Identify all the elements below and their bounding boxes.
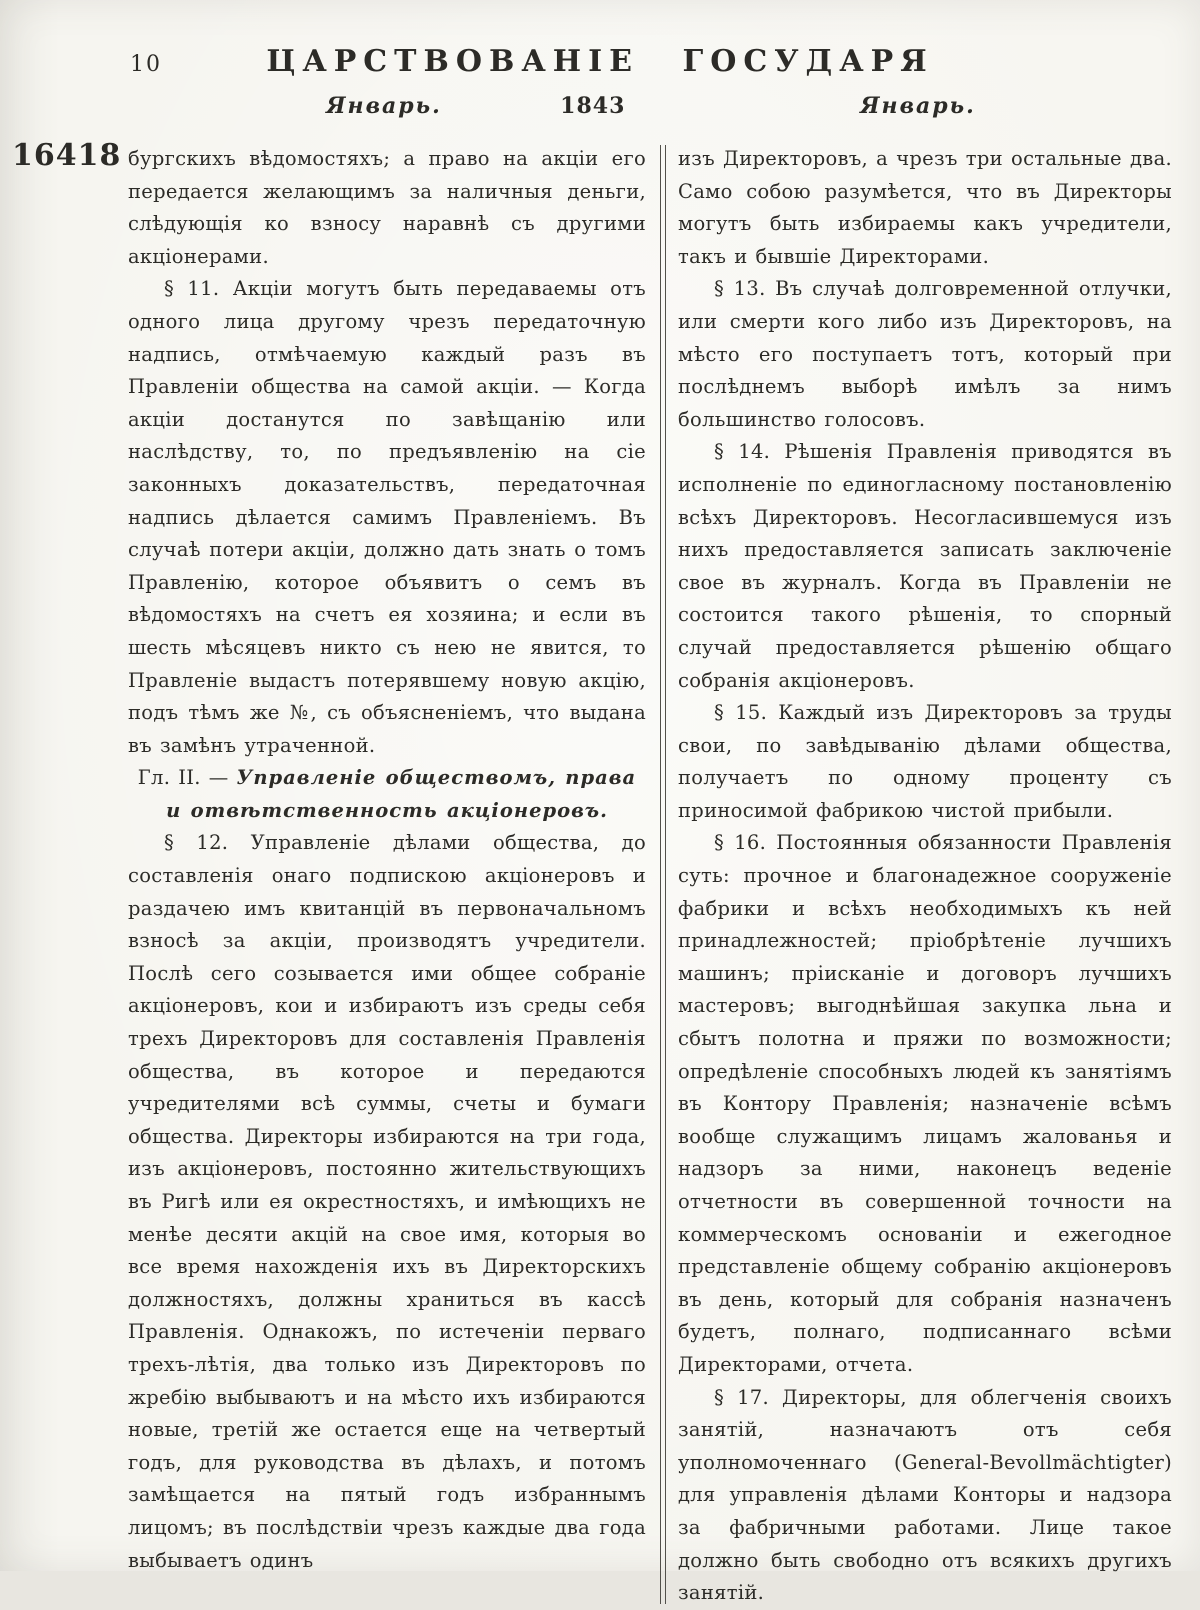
section-paragraph: § 11. Акціи могутъ быть передаваемы отъ одного лица другому чрезъ передаточную надпись, отмѣчаемую каждый разъ въ Правленіи общества на самой акціи. — Когда акціи достанутся по завѣщанію или наслѣдству, то, по предъявленію на сіе законныхъ доказательствъ, передаточная надпись дѣлается самимъ Правленіемъ. Въ случаѣ потери акціи, должно дать знать о томъ Правленію, которое объявитъ о семъ въ вѣдомостяхъ на счетъ ея хозяина; и если въ шесть мѣсяцевъ никто съ нею не явится, то Правленіе выдастъ потерявшему новую акцію, подъ тѣмъ же №, съ объясненіемъ, что выдана въ замѣнъ утраченной. — [128, 277, 646, 757]
section-paragraph: § 16. Постоянныя обязанности Правленія суть: прочное и благонадежное сооруженіе фабрики и всѣхъ необходимыхъ къ ней принадлежностей; пріобрѣтеніе лучшихъ машинъ; пріисканіе и договоръ лучшихъ мастеровъ; выгоднѣйшая закупка льна и сбытъ полотна и пряжи по возможности; опредѣленіе способныхъ людей къ занятіямъ въ Контору Правленія; назначеніе всѣмъ вообще служащимъ лицамъ жалованья и надзоръ за ними, наконецъ веденіе отчетности въ совершенной точности на коммерческомъ основаніи и ежегодное представленіе общему собранію акціонеровъ въ день, который для собранія назначенъ будетъ, полнаго, подписаннаго всѣми Директорами, отчета. — [678, 831, 1172, 1376]
section-paragraph: § 13. Въ случаѣ долговременной отлучки, или смерти кого либо изъ Директоровъ, на мѣсто его поступаетъ тотъ, который при послѣднемъ выборѣ имѣлъ за нимъ большинство голосовъ. — [678, 277, 1172, 431]
column-divider-rule — [660, 145, 666, 1604]
act-number: 16418 — [12, 138, 122, 173]
page-title: ЦАРСТВОВАНІЕ ГОСУДАРЯ — [266, 44, 934, 79]
running-head-month-left: Январь. — [326, 93, 442, 119]
page-number: 10 — [130, 52, 162, 77]
left-column — [128, 143, 646, 1610]
right-column — [678, 143, 1172, 1610]
text-columns — [0, 139, 1200, 1610]
running-head-year: 1843 — [560, 93, 626, 119]
chapter-title: Управленіе обществомъ, права и отвѣтственность акціонеровъ. — [166, 766, 637, 822]
section-paragraph: § 14. Рѣшенія Правленія приводятся въ исполненіе по единогласному постановленію всѣхъ Директоровъ. Несогласившемуся изъ нихъ предоставляется записать заключеніе свое въ журналъ. Когда въ Правленіи не состоится такого рѣшенія, то спорный случай предоставляется рѣшенію общаго собранія акціонеровъ. — [678, 440, 1172, 692]
running-head-month-right: Январь. — [860, 93, 976, 119]
continuation-paragraph: изъ Директоровъ, а чрезъ три остальные два. Само собою разумѣется, что въ Директоры могутъ быть избираемы какъ учредители, такъ и бывшіе Директорами. — [678, 147, 1172, 268]
section-paragraph: § 17. Директоры, для облегченія своихъ занятій, назначаютъ отъ себя уполномоченнаго (General-Bevollmächtigter) для управленія дѣлами Конторы и надзора за фабричными работами. Лице такое должно быть свободно отъ всякихъ другихъ занятій. — [678, 1385, 1172, 1605]
continuation-paragraph: бургскихъ вѣдомостяхъ; а право на акціи его передается желающимъ за наличныя деньги, слѣдующія ко взносу наравнѣ съ другими акціонерами. — [128, 147, 646, 268]
section-paragraph: § 12. Управленіе дѣлами общества, до составленія онаго подпискою акціонеровъ и раздачею имъ квитанцій въ первоначальномъ взносѣ за акціи, производятъ учредители. Послѣ сего созывается ими общее собраніе акціонеровъ, кои и избираютъ изъ среды себя трехъ Директоровъ для составленія Правленія общества, въ которое и передаются учредителями всѣ суммы, счеты и бумаги общества. Директоры избираются на три года, изъ акціонеровъ, постоянно жительствующихъ въ Ригѣ или ея окрестностяхъ, и имѣющихъ не менѣе десяти акцій на свое имя, которыя во все время нахожденія ихъ въ Директорскихъ должностяхъ, должны храниться въ кассѣ Правленія. Однакожъ, по истеченіи перваго трехъ-лѣтія, два только изъ Директоровъ по жребію выбываютъ и на мѣсто ихъ избираются новые, третій же остается еще на четвертый годъ, для руководства въ дѣлахъ, и потомъ замѣщается на пятый годъ избраннымъ лицомъ; въ послѣдствіи чрезъ каждые два года выбываетъ одинъ — [128, 831, 646, 1572]
chapter-number: Гл. II. — — [137, 766, 237, 790]
chapter-heading — [128, 762, 646, 827]
running-head — [0, 93, 1200, 139]
section-paragraph: § 15. Каждый изъ Директоровъ за труды свои, по завѣдыванію дѣлами общества, получаетъ по одному проценту съ приносимой фабрикою чистой прибыли. — [678, 701, 1172, 822]
